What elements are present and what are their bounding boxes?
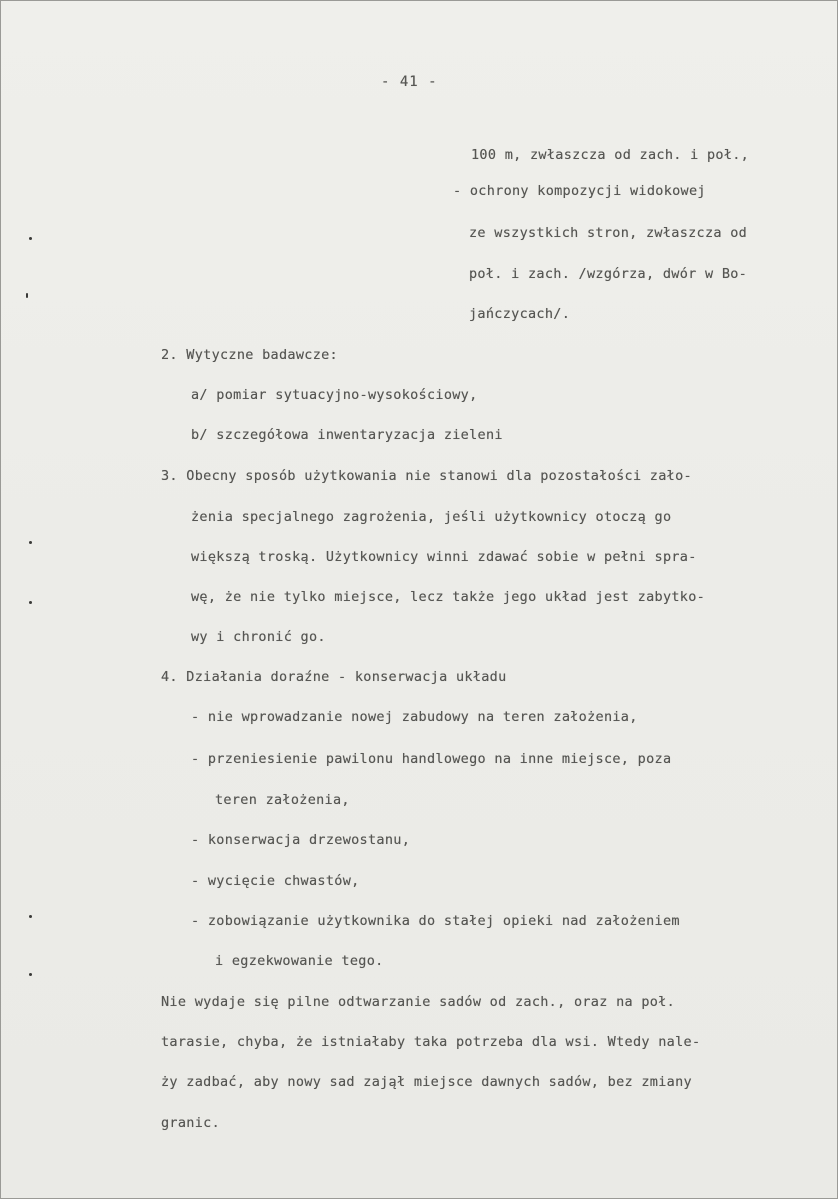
list-item: - konserwacja drzewostanu, [191, 832, 411, 848]
list-item: b/ szczegółowa inwentaryzacja zieleni [191, 427, 503, 443]
scan-speck [29, 973, 32, 976]
list-item: - wycięcie chwastów, [191, 873, 360, 889]
text-line: jańczycach/. [469, 306, 571, 322]
section-heading-4: 4. Działania doraźne - konserwacja układu [161, 669, 507, 685]
paragraph-line: granic. [161, 1115, 220, 1131]
list-item: - zobowiązanie użytkownika do stałej opieki nad założeniem [191, 913, 680, 929]
list-item: a/ pomiar sytuacyjno-wysokościowy, [191, 387, 478, 403]
list-item: - nie wprowadzanie nowej zabudowy na teren założenia, [191, 709, 638, 725]
paragraph-3-line: wę, że nie tylko miejsce, lecz także jego układ jest zabytko- [191, 589, 706, 605]
scan-speck [29, 601, 32, 604]
paragraph-3-line: większą troską. Użytkownicy winni zdawać sobie w pełni spra- [191, 549, 697, 565]
scan-speck [29, 915, 32, 918]
paragraph-3-line: żenia specjalnego zagrożenia, jeśli użytkownicy otoczą go [191, 509, 672, 525]
list-item-continuation: teren założenia, [215, 792, 350, 808]
scan-speck [29, 237, 32, 240]
text-line: 100 m, zwłaszcza od zach. i poł., [471, 147, 750, 163]
paragraph-line: ży zadbać, aby nowy sad zajął miejsce dawnych sadów, bez zmiany [161, 1074, 692, 1090]
list-item-continuation: i egzekwowanie tego. [215, 953, 384, 969]
paragraph-line: tarasie, chyba, że istniałaby taka potrzeba dla wsi. Wtedy nale- [161, 1034, 701, 1050]
scan-speck [26, 293, 28, 298]
text-line: - ochrony kompozycji widokowej [453, 183, 706, 199]
paragraph-3-line: 3. Obecny sposób użytkowania nie stanowi dla pozostałości zało- [161, 468, 692, 484]
list-item: - przeniesienie pawilonu handlowego na inne miejsce, poza [191, 751, 672, 767]
paragraph-line: Nie wydaje się pilne odtwarzanie sadów od zach., oraz na poł. [161, 994, 676, 1010]
page-number: - 41 - [381, 74, 438, 90]
section-heading-2: 2. Wytyczne badawcze: [161, 347, 338, 363]
paragraph-3-line: wy i chronić go. [191, 629, 326, 645]
scan-speck [29, 541, 32, 544]
text-line: poł. i zach. /wzgórza, dwór w Bo- [469, 266, 748, 282]
text-line: ze wszystkich stron, zwłaszcza od [469, 225, 748, 241]
